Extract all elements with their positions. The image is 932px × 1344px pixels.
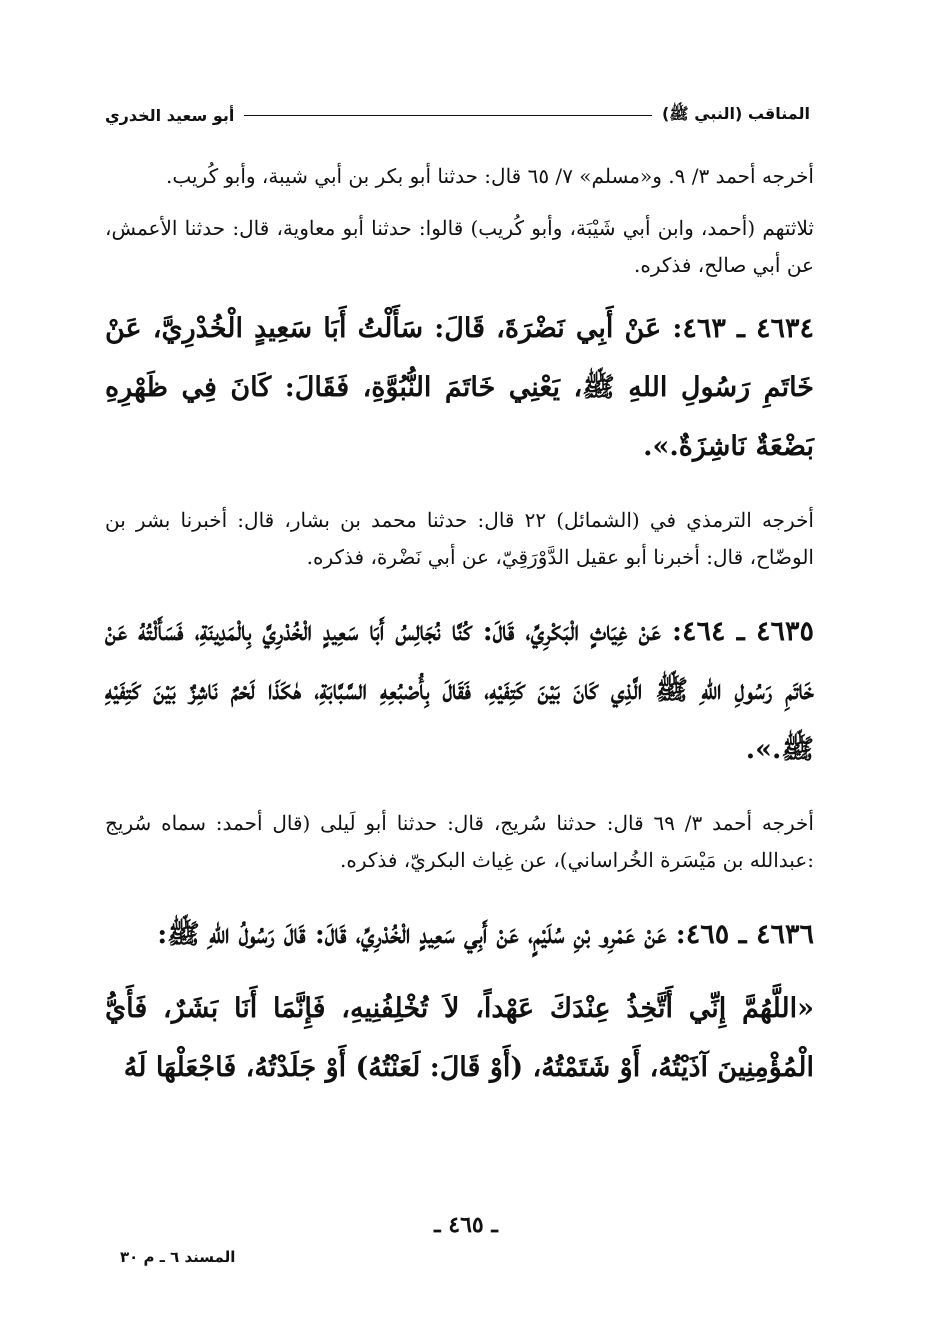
body-text <box>105 158 814 1097</box>
signature-mark: المسند ٦ ـ م ٣٠ <box>120 1248 236 1266</box>
header-rule <box>244 115 652 116</box>
hadith-4635: ٤٦٣٥ ـ ٤٦٤: عَنْ غِيَاثٍ الْبَكْرِيِّ، قَالَ: كُنَّا نُجَالِسُ أَبَا سَعِيدٍ الْخُدْرِيَّ بِالْمَدِينَةِ، فَسَأَلْتُهُ عَنْ خَاتَمِ رَسُولِ اللهِ ﷺ الَّذِي كَانَ بَيْنَ كَتِفَيْهِ، فَقَالَ بِأُصْبُعِهِ السَّبَّابَةِ، هٰكَذَا لَحْمٌ نَاشِزٌ بَيْنَ كَتِفَيْهِ ﷺ.». <box>105 616 814 765</box>
takhrij-note: أخرجه الترمذي في (الشمائل) ٢٢ قال: حدثنا محمد بن بشار، قال: أخبرنا بشر بن الوضّاح، قال: أخبرنا أبو عقيل الدَّوْرَقِيّ، عن أبي نَضْرة، فذكره. <box>105 508 814 569</box>
section-title: المناقب (النبي ﷺ) <box>661 103 810 123</box>
hadith-4636: ٤٦٣٦ ـ ٤٦٥: عَنْ عَمْرِو بْنِ سُلَيْمٍ، عَنْ أَبِي سَعِيدٍ الْخُدْرِيِّ، قَالَ: قَالَ رَسُولُ اللهِ ﷺ: <box>157 919 814 950</box>
companion-name: أبو سعيد الخدري <box>105 105 235 125</box>
hadith-4636-text: «اللَّهُمَّ إِنِّي أَتَّخِذُ عِنْدَكَ عَهْداً، لاَ تُخْلِفُنِيهِ، فَإِنَّمَا أَنَا بَشَرٌ، فَأَيُّ الْمُؤْمِنِينَ آذَيْتُهُ، أَوْ شَتَمْتُهُ، (أَوْ قَالَ: لَعَنْتُهُ) أَوْ جَلَدْتُهُ، فَاجْعَلْهَا لَهُ <box>105 993 814 1083</box>
page-number: ـ ٤٦٥ ـ <box>434 1212 498 1238</box>
takhrij-note: أخرجه أحمد ٣/ ٩. و«مسلم» ٧/ ٦٥ قال: حدثنا أبو بكر بن أبي شيبة، وأبو كُريب. <box>165 164 814 188</box>
takhrij-note: أخرجه أحمد ٣/ ٦٩ قال: حدثنا سُريج، قال: حدثنا أبو لَيلى (قال أحمد: سماه سُريج :عبدالله بن مَيْسَرة الخُراساني)، عن غِياث البكريّ، فذكره. <box>105 811 814 872</box>
running-header <box>105 98 810 132</box>
takhrij-note: ثلاثتهم (أحمد، وابن أبي شَيْبَة، وأبو كُريب) قالوا: حدثنا أبو معاوية، قال: حدثنا الأعمش، عن أبي صالح، فذكره. <box>105 216 814 277</box>
hadith-4634: ٤٦٣٤ ـ ٤٦٣: عَنْ أَبِي نَضْرَةَ، قَالَ: سَأَلْتُ أَبَا سَعِيدٍ الْخُدْرِيَّ، عَنْ خَاتَمِ رَسُولِ اللهِ ﷺ، يَعْنِي خَاتَمَ النُّبُوَّةِ، فَقَالَ: كَانَ فِي ظَهْرِهِ بَضْعَةٌ نَاشِزَةٌ.». <box>105 313 814 462</box>
